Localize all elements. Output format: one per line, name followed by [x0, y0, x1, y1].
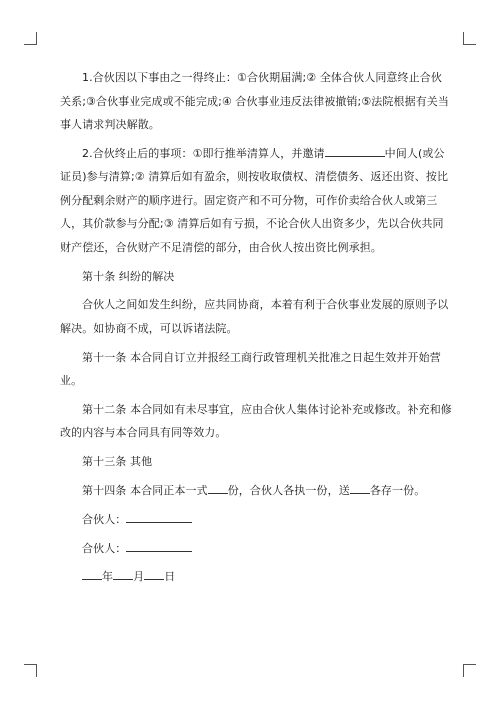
article-10-title: 第十条 纠纷的解决	[82, 269, 175, 283]
clause-2	[60, 142, 452, 260]
date-line	[60, 565, 452, 589]
article-10-body: 合伙人之间如发生纠纷，应共同协商，本着有利于合伙事业发展的原则予以解决。如协商不成，可以诉诸法院。	[60, 298, 449, 335]
article-12: 第十二条 本合同如有未尽事宜，应由合伙人集体讨论补充或修改。补充和修改的内容与本合同具有同等效力。	[60, 402, 452, 440]
date-year-label: 年	[102, 570, 114, 584]
partner-signature-blank[interactable]	[126, 511, 192, 523]
clause-1: 1.合伙因以下事由之一得终止：①合伙期届满;② 全体合伙人同意终止合伙关系;③合伙事业完成或不能完成;④ 合伙事业违反法律被撤销;⑤法院根据有关当事人请求判决解散。	[60, 71, 449, 131]
partner-signature-blank[interactable]	[126, 540, 192, 552]
blank-copies[interactable]	[208, 482, 228, 494]
article-14-part1: 第十四条 本合同正本一式	[82, 484, 208, 498]
clause-2-part1: 2.合伙终止后的事项：①即行推举清算人，并邀请	[82, 146, 325, 160]
blank-recipient[interactable]	[350, 482, 370, 494]
partner-line-2	[60, 537, 452, 561]
crop-mark-bottom-right	[463, 664, 476, 677]
blank-year[interactable]	[82, 568, 102, 580]
partner-label: 合伙人：	[82, 541, 127, 555]
blank-intermediary[interactable]	[325, 145, 385, 157]
blank-day[interactable]	[144, 568, 164, 580]
date-day-label: 日	[164, 570, 176, 584]
crop-mark-bottom-left	[24, 664, 37, 677]
crop-mark-top-left	[24, 32, 37, 45]
partner-line-1	[60, 508, 452, 532]
article-14-part2: 份，合伙人各执一份，送	[227, 484, 350, 498]
article-11: 第十一条 本合同自订立并报经工商行政管理机关批准之日起生效并开始营业。	[60, 350, 441, 388]
blank-month[interactable]	[113, 568, 133, 580]
crop-mark-top-right	[463, 32, 476, 45]
article-13-title: 第十三条 其他	[82, 455, 153, 469]
clause-2-part2: 中间人(或公证员)参与清算;② 清算后如有盈余，则按收取债权、清偿债务、返还出资、按比例分配剩余财产的顺序进行。固定资产和不可分物，可作价卖给合伙人或第三人，其价款参与分配;③ 清算后如有亏损，不论合伙人出资多少，先以合伙共同财产偿还，合伙财产不足清偿的部分，由合伙人按出资比例承担。	[60, 146, 449, 254]
date-month-label: 月	[133, 570, 145, 584]
article-14	[60, 479, 452, 503]
partner-label: 合伙人：	[82, 512, 127, 526]
article-14-part3: 各存一份。	[369, 484, 426, 498]
document-body	[60, 66, 452, 594]
